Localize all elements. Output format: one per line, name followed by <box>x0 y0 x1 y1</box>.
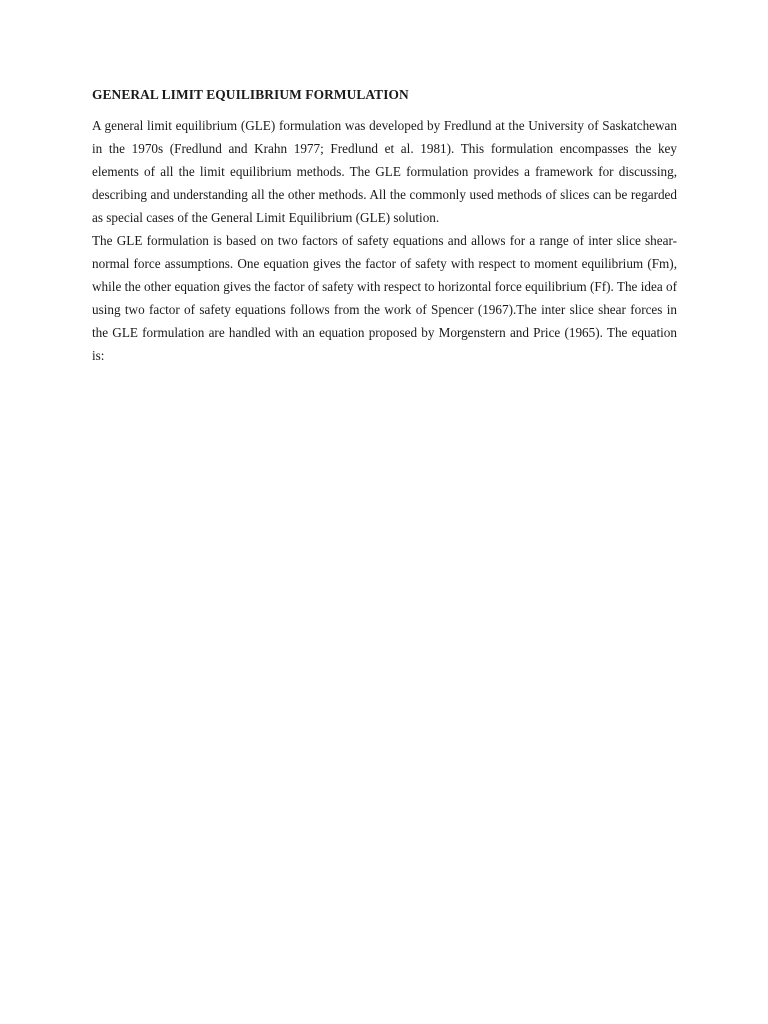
section-heading: GENERAL LIMIT EQUILIBRIUM FORMULATION <box>92 87 409 102</box>
document-body <box>92 86 677 367</box>
paragraph-intro: A general limit equilibrium (GLE) formulation was developed by Fredlund at the University of Saskatchewan in the 1970s (Fredlund and Krahn 1977; Fredlund et al. 1981). This formulation encompasses the key elements of all the limit equilibrium methods. The GLE formulation provides a framework for discussing, describing and understanding all the other methods. All the commonly used methods of slices can be regarded as special cases of the General Limit Equilibrium (GLE) solution. <box>92 118 677 225</box>
paragraph-gle-basis: The GLE formulation is based on two factors of safety equations and allows for a range of inter slice shear-normal force assumptions. One equation gives the factor of safety with respect to moment equilibrium (Fm), while the other equation gives the factor of safety with respect to horizontal force equilibrium (Ff). The idea of using two factor of safety equations follows from the work of Spencer (1967).The inter slice shear forces in the GLE formulation are handled with an equation proposed by Morgenstern and Price (1965). The equation is: <box>92 233 677 363</box>
